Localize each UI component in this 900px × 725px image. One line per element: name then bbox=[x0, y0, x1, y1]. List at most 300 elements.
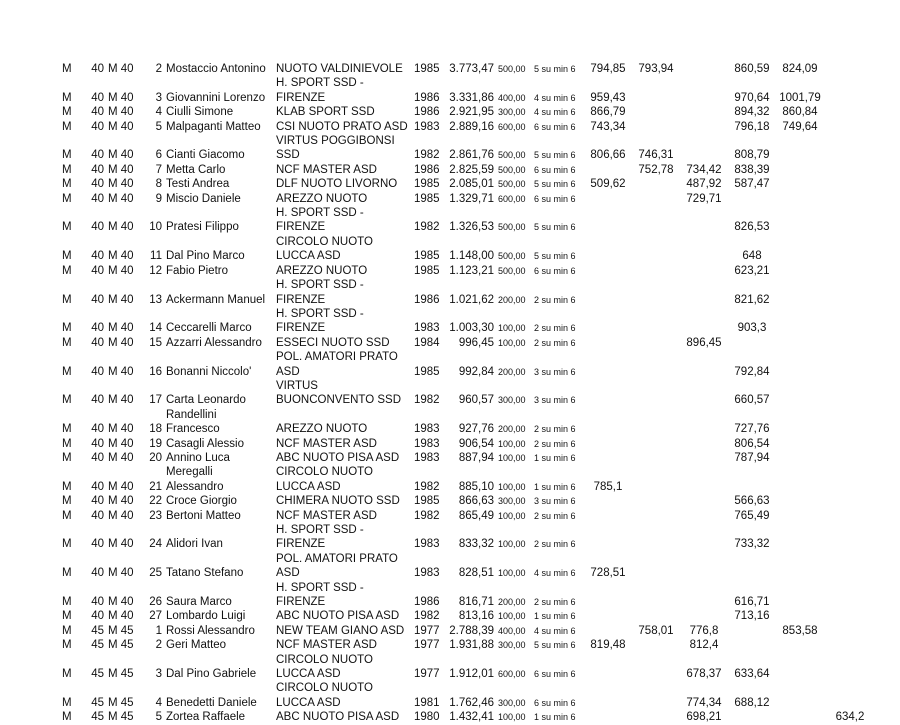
table-row bbox=[60, 653, 876, 682]
cell-score-3 bbox=[680, 451, 728, 465]
cell-score-5 bbox=[776, 509, 824, 523]
cell-bonus: 600,00 bbox=[498, 121, 526, 132]
cell-score-6 bbox=[824, 206, 876, 235]
cell-age: 45 bbox=[91, 668, 104, 681]
cell-score-6 bbox=[824, 350, 876, 379]
table-row bbox=[60, 638, 876, 652]
cell-score-3 bbox=[680, 552, 728, 581]
cell-total-score: 1.148,00 bbox=[449, 250, 494, 263]
cell-score-1 bbox=[584, 192, 632, 206]
cell-athlete-name: Alidori Ivan bbox=[166, 538, 223, 551]
cell-category: M 40 bbox=[108, 480, 134, 493]
cell-score-2 bbox=[632, 465, 680, 494]
cell-athlete-name: Benedetti Daniele bbox=[166, 696, 257, 709]
cell-score-3 bbox=[680, 408, 728, 437]
cell-athlete-name: Dal Pino Gabriele bbox=[166, 668, 257, 681]
cell-birth-year: 1986 bbox=[414, 293, 440, 306]
cell-athlete-name: Bonanni Niccolo' bbox=[166, 365, 252, 378]
cell-score-6 bbox=[824, 509, 876, 523]
table-row bbox=[60, 408, 876, 437]
cell-athlete-name: Testi Andrea bbox=[166, 178, 230, 191]
cell-score-4: 838,39 bbox=[734, 163, 770, 176]
cell-team: CIRCOLO NUOTO LUCCA ASD bbox=[276, 466, 373, 493]
cell-age: 40 bbox=[91, 480, 104, 493]
cell-position: 5 bbox=[155, 120, 162, 133]
cell-athlete-name: Tatano Stefano bbox=[166, 567, 244, 580]
cell-score-4 bbox=[728, 638, 776, 652]
cell-score-1 bbox=[584, 350, 632, 379]
cell-score-2 bbox=[632, 235, 680, 264]
cell-total-score: 1.912,01 bbox=[449, 668, 494, 681]
cell-position: 15 bbox=[149, 336, 162, 349]
cell-score-5 bbox=[776, 163, 824, 177]
cell-category: M 40 bbox=[108, 192, 134, 205]
cell-score-3 bbox=[680, 581, 728, 610]
cell-score-6 bbox=[824, 336, 876, 350]
cell-score-1 bbox=[584, 307, 632, 336]
cell-athlete-name: Carta Leonardo bbox=[166, 394, 246, 407]
cell-score-4: 587,47 bbox=[734, 178, 770, 191]
cell-position: 3 bbox=[155, 668, 162, 681]
cell-score-3 bbox=[680, 437, 728, 451]
cell-team: H. SPORT SSD - FIRENZE bbox=[276, 524, 364, 551]
cell-bonus: 200,00 bbox=[498, 424, 526, 435]
cell-score-4: 713,16 bbox=[734, 610, 770, 623]
cell-score-4: 808,79 bbox=[734, 149, 770, 162]
cell-age: 40 bbox=[91, 192, 104, 205]
cell-score-2: 793,94 bbox=[638, 63, 674, 75]
cell-score-1 bbox=[584, 408, 632, 437]
cell-athlete-name: Dal Pino Marco bbox=[166, 250, 245, 263]
cell-position: 11 bbox=[150, 250, 162, 263]
cell-races-count: 4 su min 6 bbox=[534, 568, 576, 579]
cell-birth-year: 1983 bbox=[414, 322, 440, 335]
cell-birth-year: 1983 bbox=[414, 423, 440, 436]
cell-score-4: 733,32 bbox=[734, 538, 770, 551]
cell-category: M 40 bbox=[108, 293, 134, 306]
cell-score-2 bbox=[632, 206, 680, 235]
cell-score-5 bbox=[776, 494, 824, 508]
table-row bbox=[60, 437, 876, 451]
cell-score-2 bbox=[632, 120, 680, 134]
cell-bonus: 500,00 bbox=[498, 251, 526, 262]
cell-score-5 bbox=[776, 638, 824, 652]
table-row bbox=[60, 177, 876, 191]
cell-age: 40 bbox=[91, 293, 104, 306]
cell-score-1 bbox=[584, 379, 632, 408]
cell-score-2: 746,31 bbox=[638, 149, 674, 162]
cell-category: M 40 bbox=[108, 250, 134, 263]
cell-score-4 bbox=[728, 465, 776, 494]
cell-score-2 bbox=[632, 609, 680, 623]
cell-team: NCF MASTER ASD bbox=[276, 639, 377, 652]
cell-total-score: 2.825,59 bbox=[449, 163, 494, 176]
cell-races-count: 6 su min 6 bbox=[534, 121, 576, 132]
cell-score-5 bbox=[776, 264, 824, 278]
cell-score-2 bbox=[632, 307, 680, 336]
cell-score-4: 787,94 bbox=[734, 451, 770, 464]
cell-position: 24 bbox=[149, 538, 162, 551]
cell-score-4: 894,32 bbox=[734, 106, 770, 119]
cell-sex: M bbox=[62, 293, 72, 306]
cell-sex: M bbox=[62, 63, 72, 75]
cell-score-4: 660,57 bbox=[734, 394, 770, 407]
cell-birth-year: 1985 bbox=[414, 178, 440, 191]
table-row bbox=[60, 523, 876, 552]
cell-score-5: 824,09 bbox=[782, 63, 818, 75]
cell-athlete-name: Azzarri Alessandro bbox=[166, 336, 262, 349]
cell-score-2 bbox=[632, 523, 680, 552]
cell-birth-year: 1986 bbox=[414, 596, 440, 609]
cell-score-5 bbox=[776, 609, 824, 623]
cell-score-6 bbox=[824, 379, 876, 408]
cell-score-4: 796,18 bbox=[734, 120, 770, 133]
cell-score-3: 734,42 bbox=[686, 163, 722, 176]
cell-bonus: 300,00 bbox=[498, 640, 526, 651]
table-row bbox=[60, 494, 876, 508]
cell-total-score: 833,32 bbox=[458, 538, 494, 551]
cell-category: M 40 bbox=[108, 394, 134, 407]
cell-athlete-name: Mostaccio Antonino bbox=[166, 63, 266, 75]
cell-score-5 bbox=[776, 336, 824, 350]
cell-races-count: 6 su min 6 bbox=[534, 697, 576, 708]
cell-team: NCF MASTER ASD bbox=[276, 163, 377, 176]
cell-score-5 bbox=[776, 581, 824, 610]
cell-position: 14 bbox=[149, 322, 162, 335]
cell-score-5: 853,58 bbox=[782, 624, 818, 637]
cell-score-6 bbox=[824, 264, 876, 278]
cell-score-6 bbox=[824, 465, 876, 494]
cell-score-3 bbox=[680, 523, 728, 552]
cell-position: 4 bbox=[155, 106, 162, 119]
cell-athlete-name: Croce Giorgio bbox=[166, 495, 237, 508]
cell-age: 40 bbox=[91, 106, 104, 119]
cell-score-5 bbox=[776, 437, 824, 451]
cell-score-3 bbox=[680, 350, 728, 379]
cell-score-1 bbox=[584, 235, 632, 264]
cell-athlete-name: Cianti Giacomo bbox=[166, 149, 245, 162]
cell-races-count: 1 su min 6 bbox=[534, 611, 576, 622]
cell-athlete-name: Metta Carlo bbox=[166, 163, 226, 176]
cell-races-count: 5 su min 6 bbox=[534, 64, 576, 74]
cell-score-4 bbox=[728, 552, 776, 581]
cell-score-5: 749,64 bbox=[782, 120, 818, 133]
cell-birth-year: 1977 bbox=[414, 639, 440, 652]
cell-bonus: 500,00 bbox=[498, 265, 526, 276]
cell-bonus: 500,00 bbox=[498, 179, 526, 190]
cell-score-2 bbox=[632, 177, 680, 191]
cell-score-6 bbox=[824, 451, 876, 465]
cell-athlete-name: Saura Marco bbox=[166, 596, 232, 609]
cell-races-count: 2 su min 6 bbox=[534, 424, 576, 435]
cell-score-3 bbox=[680, 235, 728, 264]
cell-bonus: 500,00 bbox=[498, 64, 526, 74]
cell-sex: M bbox=[62, 192, 72, 205]
cell-score-4: 623,21 bbox=[734, 264, 770, 277]
cell-position: 27 bbox=[149, 610, 162, 623]
cell-score-4: 826,53 bbox=[734, 221, 770, 234]
cell-score-6 bbox=[824, 177, 876, 191]
cell-sex: M bbox=[62, 711, 72, 724]
cell-birth-year: 1982 bbox=[414, 509, 440, 522]
cell-sex: M bbox=[62, 495, 72, 508]
cell-races-count: 2 su min 6 bbox=[534, 323, 576, 334]
cell-score-1 bbox=[584, 523, 632, 552]
cell-sex: M bbox=[62, 221, 72, 234]
cell-total-score: 1.329,71 bbox=[449, 192, 494, 205]
cell-score-5 bbox=[776, 134, 824, 163]
cell-races-count: 3 su min 6 bbox=[534, 496, 576, 507]
cell-score-6 bbox=[824, 62, 876, 76]
cell-birth-year: 1982 bbox=[414, 149, 440, 162]
cell-age: 45 bbox=[91, 639, 104, 652]
cell-races-count: 2 su min 6 bbox=[534, 510, 576, 521]
cell-score-5 bbox=[776, 408, 824, 437]
cell-score-6: 634,2 bbox=[835, 711, 865, 724]
cell-birth-year: 1986 bbox=[414, 91, 440, 104]
cell-score-2 bbox=[632, 408, 680, 437]
cell-score-5 bbox=[776, 278, 824, 307]
cell-bonus: 300,00 bbox=[498, 496, 526, 507]
cell-score-5 bbox=[776, 307, 824, 336]
cell-team: POL. AMATORI PRATO ASD bbox=[276, 552, 398, 580]
cell-score-4: 688,12 bbox=[734, 696, 770, 709]
cell-score-4: 616,71 bbox=[734, 596, 770, 609]
cell-sex: M bbox=[62, 163, 72, 176]
cell-team: CHIMERA NUOTO SSD bbox=[276, 495, 400, 508]
cell-team: NEW TEAM GIANO ASD bbox=[276, 624, 405, 637]
cell-total-score: 2.889,16 bbox=[449, 120, 494, 133]
cell-bonus: 500,00 bbox=[498, 150, 526, 161]
cell-score-4: 860,59 bbox=[734, 63, 770, 75]
cell-score-1: 806,66 bbox=[590, 149, 626, 162]
cell-total-score: 927,76 bbox=[458, 423, 494, 436]
ranking-table-body bbox=[60, 62, 876, 725]
cell-athlete-name: Ackermann Manuel bbox=[166, 293, 266, 306]
cell-age: 40 bbox=[91, 221, 104, 234]
cell-score-1: 728,51 bbox=[590, 567, 626, 580]
cell-score-4: 566,63 bbox=[734, 495, 770, 508]
cell-position: 5 bbox=[155, 711, 162, 724]
cell-birth-year: 1985 bbox=[414, 250, 440, 263]
cell-bonus: 100,00 bbox=[498, 337, 526, 348]
cell-team: KLAB SPORT SSD bbox=[276, 106, 375, 119]
cell-score-6 bbox=[824, 120, 876, 134]
cell-birth-year: 1983 bbox=[414, 567, 440, 580]
cell-bonus: 500,00 bbox=[498, 164, 526, 175]
cell-races-count: 1 su min 6 bbox=[534, 452, 576, 463]
cell-total-score: 1.432,41 bbox=[449, 711, 494, 724]
cell-team: CSI NUOTO PRATO ASD bbox=[276, 120, 408, 133]
cell-score-3 bbox=[680, 494, 728, 508]
cell-athlete-name: Rossi Alessandro bbox=[166, 624, 255, 637]
cell-score-1 bbox=[584, 494, 632, 508]
cell-athlete-name: Annino Luca bbox=[166, 451, 230, 464]
cell-sex: M bbox=[62, 639, 72, 652]
cell-total-score: 2.788,39 bbox=[449, 624, 494, 637]
cell-races-count: 5 su min 6 bbox=[534, 179, 576, 190]
cell-category: M 40 bbox=[108, 365, 134, 378]
cell-birth-year: 1977 bbox=[414, 624, 440, 637]
cell-bonus: 200,00 bbox=[498, 294, 526, 305]
cell-age: 40 bbox=[91, 495, 104, 508]
cell-birth-year: 1986 bbox=[414, 106, 440, 119]
cell-score-4: 970,64 bbox=[734, 91, 770, 104]
cell-team: VIRTUS POGGIBONSI SSD bbox=[276, 135, 395, 162]
cell-races-count: 6 su min 6 bbox=[534, 669, 576, 680]
cell-score-6 bbox=[824, 494, 876, 508]
cell-position: 12 bbox=[149, 264, 162, 277]
table-row bbox=[60, 681, 876, 710]
cell-athlete-name: Zortea Raffaele bbox=[166, 711, 246, 724]
cell-category: M 40 bbox=[108, 596, 134, 609]
cell-races-count: 3 su min 6 bbox=[534, 395, 576, 406]
cell-bonus: 400,00 bbox=[498, 625, 526, 636]
cell-score-1: 794,85 bbox=[590, 63, 626, 75]
cell-score-1 bbox=[584, 609, 632, 623]
cell-total-score: 1.003,30 bbox=[449, 322, 494, 335]
cell-score-5 bbox=[776, 350, 824, 379]
cell-team: DLF NUOTO LIVORNO bbox=[276, 178, 398, 191]
cell-score-2 bbox=[632, 581, 680, 610]
cell-bonus: 500,00 bbox=[498, 222, 526, 233]
cell-category: M 40 bbox=[108, 495, 134, 508]
cell-athlete-name: Miscio Daniele bbox=[166, 192, 241, 205]
cell-sex: M bbox=[62, 394, 72, 407]
cell-age: 40 bbox=[91, 394, 104, 407]
cell-score-1 bbox=[584, 509, 632, 523]
table-row bbox=[60, 336, 876, 350]
cell-athlete-name: Meregalli Alessandro bbox=[166, 466, 224, 493]
cell-score-2 bbox=[632, 76, 680, 105]
cell-score-5 bbox=[776, 710, 824, 724]
cell-total-score: 1.021,62 bbox=[449, 293, 494, 306]
cell-birth-year: 1982 bbox=[414, 480, 440, 493]
cell-sex: M bbox=[62, 365, 72, 378]
cell-sex: M bbox=[62, 149, 72, 162]
cell-category: M 40 bbox=[108, 106, 134, 119]
cell-position: 2 bbox=[155, 639, 162, 652]
cell-bonus: 600,00 bbox=[498, 669, 526, 680]
cell-bonus: 100,00 bbox=[498, 712, 526, 723]
cell-position: 22 bbox=[149, 495, 162, 508]
cell-score-1 bbox=[584, 710, 632, 724]
cell-score-2 bbox=[632, 552, 680, 581]
cell-category: M 40 bbox=[108, 264, 134, 277]
cell-team: NUOTO VALDINIEVOLE bbox=[276, 63, 403, 75]
cell-team: H. SPORT SSD - FIRENZE bbox=[276, 77, 364, 104]
cell-score-6 bbox=[824, 609, 876, 623]
cell-age: 40 bbox=[91, 178, 104, 191]
cell-position: 13 bbox=[149, 293, 162, 306]
cell-score-1 bbox=[584, 581, 632, 610]
cell-age: 40 bbox=[91, 538, 104, 551]
cell-races-count: 3 su min 6 bbox=[534, 366, 576, 377]
cell-score-1 bbox=[584, 264, 632, 278]
cell-sex: M bbox=[62, 538, 72, 551]
table-row bbox=[60, 509, 876, 523]
cell-category: M 40 bbox=[108, 610, 134, 623]
cell-category: M 40 bbox=[108, 91, 134, 104]
cell-age: 40 bbox=[91, 163, 104, 176]
cell-score-5 bbox=[776, 451, 824, 465]
cell-total-score: 3.331,86 bbox=[449, 91, 494, 104]
cell-total-score: 828,51 bbox=[458, 567, 494, 580]
cell-sex: M bbox=[62, 596, 72, 609]
table-row bbox=[60, 552, 876, 581]
cell-score-4 bbox=[728, 710, 776, 724]
cell-athlete-name: Randellini Francesco bbox=[166, 408, 220, 436]
cell-position: 20 bbox=[149, 451, 162, 464]
cell-team: NCF MASTER ASD bbox=[276, 437, 377, 450]
cell-races-count: 2 su min 6 bbox=[534, 597, 576, 608]
cell-age: 45 bbox=[91, 624, 104, 637]
table-row bbox=[60, 76, 876, 105]
cell-athlete-name: Lombardo Luigi bbox=[166, 610, 246, 623]
cell-sex: M bbox=[62, 624, 72, 637]
cell-team: H. SPORT SSD - FIRENZE bbox=[276, 279, 364, 306]
cell-category: M 40 bbox=[108, 63, 134, 75]
cell-total-score: 813,16 bbox=[458, 610, 494, 623]
cell-score-2 bbox=[632, 494, 680, 508]
cell-category: M 40 bbox=[108, 336, 134, 349]
cell-team: NCF MASTER ASD bbox=[276, 509, 377, 522]
table-row bbox=[60, 710, 876, 724]
cell-total-score: 2.085,01 bbox=[449, 178, 494, 191]
cell-score-3 bbox=[680, 379, 728, 408]
cell-sex: M bbox=[62, 250, 72, 263]
table-row bbox=[60, 278, 876, 307]
cell-score-3: 896,45 bbox=[686, 336, 722, 349]
cell-category: M 40 bbox=[108, 538, 134, 551]
cell-age: 40 bbox=[91, 336, 104, 349]
cell-birth-year: 1985 bbox=[414, 264, 440, 277]
cell-birth-year: 1983 bbox=[414, 451, 440, 464]
cell-total-score: 996,45 bbox=[458, 336, 494, 349]
cell-bonus: 100,00 bbox=[498, 539, 526, 550]
cell-category: M 40 bbox=[108, 163, 134, 176]
cell-athlete-name: Malpaganti Matteo bbox=[166, 120, 261, 133]
cell-score-1 bbox=[584, 451, 632, 465]
cell-races-count: 4 su min 6 bbox=[534, 625, 576, 636]
cell-score-3 bbox=[680, 509, 728, 523]
cell-score-1 bbox=[584, 437, 632, 451]
table-row bbox=[60, 134, 876, 163]
table-row bbox=[60, 624, 876, 638]
cell-bonus: 100,00 bbox=[498, 568, 526, 579]
table-row bbox=[60, 163, 876, 177]
cell-score-3 bbox=[680, 134, 728, 163]
cell-age: 40 bbox=[91, 423, 104, 436]
cell-age: 40 bbox=[91, 264, 104, 277]
cell-sex: M bbox=[62, 610, 72, 623]
cell-sex: M bbox=[62, 106, 72, 119]
cell-position: 10 bbox=[149, 221, 162, 234]
cell-score-2 bbox=[632, 264, 680, 278]
cell-score-2 bbox=[632, 653, 680, 682]
cell-birth-year: 1981 bbox=[414, 696, 440, 709]
cell-team: ABC NUOTO PISA ASD bbox=[276, 451, 400, 464]
cell-athlete-name: Pratesi Filippo bbox=[166, 221, 239, 234]
cell-score-4 bbox=[728, 624, 776, 638]
cell-score-2 bbox=[632, 105, 680, 119]
cell-age: 40 bbox=[91, 63, 104, 75]
cell-score-2 bbox=[632, 451, 680, 465]
cell-age: 45 bbox=[91, 696, 104, 709]
cell-score-1 bbox=[584, 653, 632, 682]
cell-races-count: 4 su min 6 bbox=[534, 92, 576, 103]
cell-age: 45 bbox=[91, 711, 104, 724]
